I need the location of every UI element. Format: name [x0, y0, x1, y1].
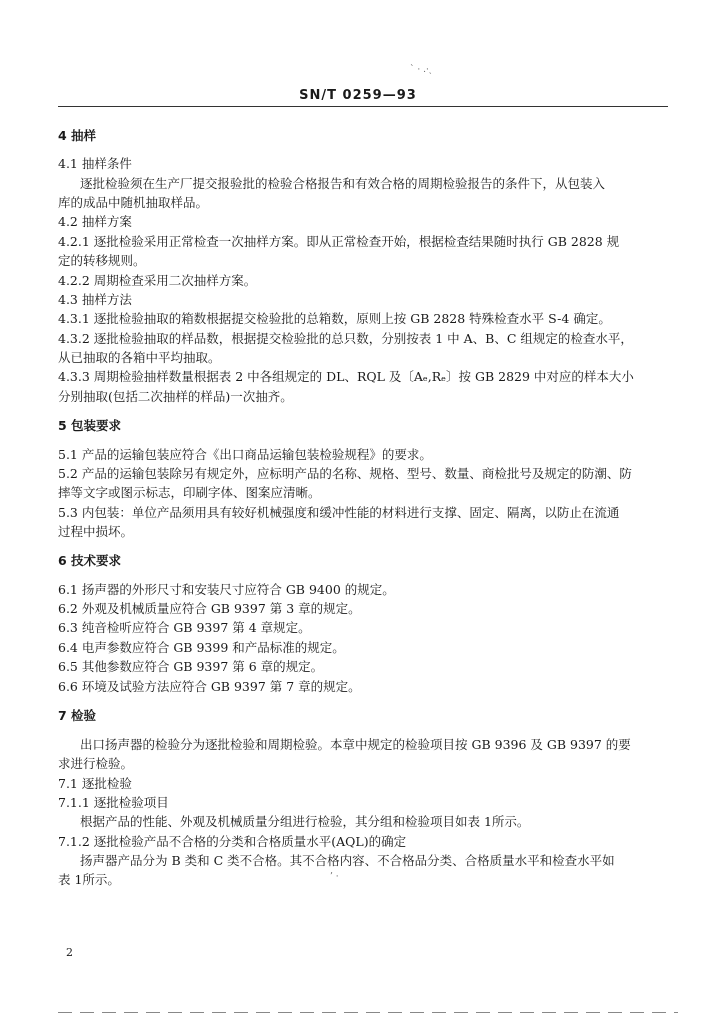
text-line: 4.3 抽样方法 [58, 292, 132, 307]
scan-speck: ˋ · .·ˎ [410, 65, 432, 75]
text-line: 6.2 外观及机械质量应符合 GB 9397 第 3 章的规定。 [58, 601, 361, 616]
text-line: 库的成品中随机抽取样品。 [58, 195, 209, 210]
text-line: 7.1 逐批检验 [58, 776, 132, 791]
text-line: 6.5 其他参数应符合 GB 9397 第 6 章的规定。 [58, 659, 324, 674]
text-line: 4.2 抽样方案 [58, 214, 132, 229]
header-rule [58, 106, 668, 107]
text-line: 出口扬声器的检验分为逐批检验和周期检验。本章中规定的检验项目按 GB 9396 及 GB 9397 的要 [80, 737, 631, 752]
text-line: 根据产品的性能、外观及机械质量分组进行检验，其分组和检验项目如表 1所示。 [80, 814, 530, 829]
text-line: 分别抽取(包括二次抽样的样品)一次抽齐。 [58, 389, 293, 404]
page-number: 2 [66, 946, 73, 959]
text-line: 7.1.1 逐批检验项目 [58, 795, 169, 810]
footer-rule [58, 1012, 678, 1013]
text-line: 6.3 纯音检听应符合 GB 9397 第 4 章规定。 [58, 620, 311, 635]
section-heading: 7 检验 [58, 708, 97, 723]
text-line: 6.6 环境及试验方法应符合 GB 9397 第 7 章的规定。 [58, 679, 361, 694]
text-line: 摔等文字或图示标志，印刷字体、图案应清晰。 [58, 485, 321, 500]
section-heading: 6 技术要求 [58, 553, 122, 568]
text-line: 求进行检验。 [58, 756, 134, 771]
text-line: 4.3.2 逐批检验抽取的样品数，根据提交检验批的总只数，分别按表 1 中 A、B、C 组规定的检查水平， [58, 331, 633, 346]
text-line: 4.3.3 周期检验抽样数量根据表 2 中各组规定的 DL、RQL 及〔Aₑ,Rₑ〕按 GB 2829 中对应的样本大小 [58, 369, 634, 384]
scan-speck: ’ · [330, 872, 339, 882]
text-line: 4.1 抽样条件 [58, 156, 132, 171]
document-code-header: SN/T 0259—93 [299, 88, 417, 103]
section-heading: 4 抽样 [58, 128, 97, 143]
text-line: 7.1.2 逐批检验产品不合格的分类和合格质量水平(AQL)的确定 [58, 834, 407, 849]
text-line: 6.1 扬声器的外形尺寸和安装尺寸应符合 GB 9400 的规定。 [58, 582, 395, 597]
text-line: 逐批检验须在生产厂提交报验批的检验合格报告和有效合格的周期检验报告的条件下，从包装入 [80, 176, 606, 191]
text-line: 5.3 内包装：单位产品须用具有较好机械强度和缓冲性能的材料进行支撑、固定、隔离，以防止在流通 [58, 505, 620, 520]
text-line: 5.1 产品的运输包装应符合《出口商品运输包装检验规程》的要求。 [58, 447, 432, 462]
section-heading: 5 包装要求 [58, 418, 122, 433]
text-line: 扬声器产品分为 B 类和 C 类不合格。其不合格内容、不合格品分类、合格质量水平和检查水平如 [80, 853, 615, 868]
text-line: 4.3.1 逐批检验抽取的箱数根据提交检验批的总箱数，原则上按 GB 2828 特殊检查水平 S-4 确定。 [58, 311, 611, 326]
text-line: 过程中损坏。 [58, 524, 134, 539]
text-line: 6.4 电声参数应符合 GB 9399 和产品标准的规定。 [58, 640, 345, 655]
text-line: 4.2.2 周期检查采用二次抽样方案。 [58, 273, 257, 288]
text-line: 表 1所示。 [58, 872, 120, 887]
text-line: 5.2 产品的运输包装除另有规定外，应标明产品的名称、规格、型号、数量、商检批号及规定的防潮、防 [58, 466, 632, 481]
text-line: 定的转移规则。 [58, 253, 146, 268]
text-line: 从已抽取的各箱中平均抽取。 [58, 350, 221, 365]
text-line: 4.2.1 逐批检验采用正常检查一次抽样方案。即从正常检查开始，根据检查结果随时执行 GB 2828 规 [58, 234, 620, 249]
